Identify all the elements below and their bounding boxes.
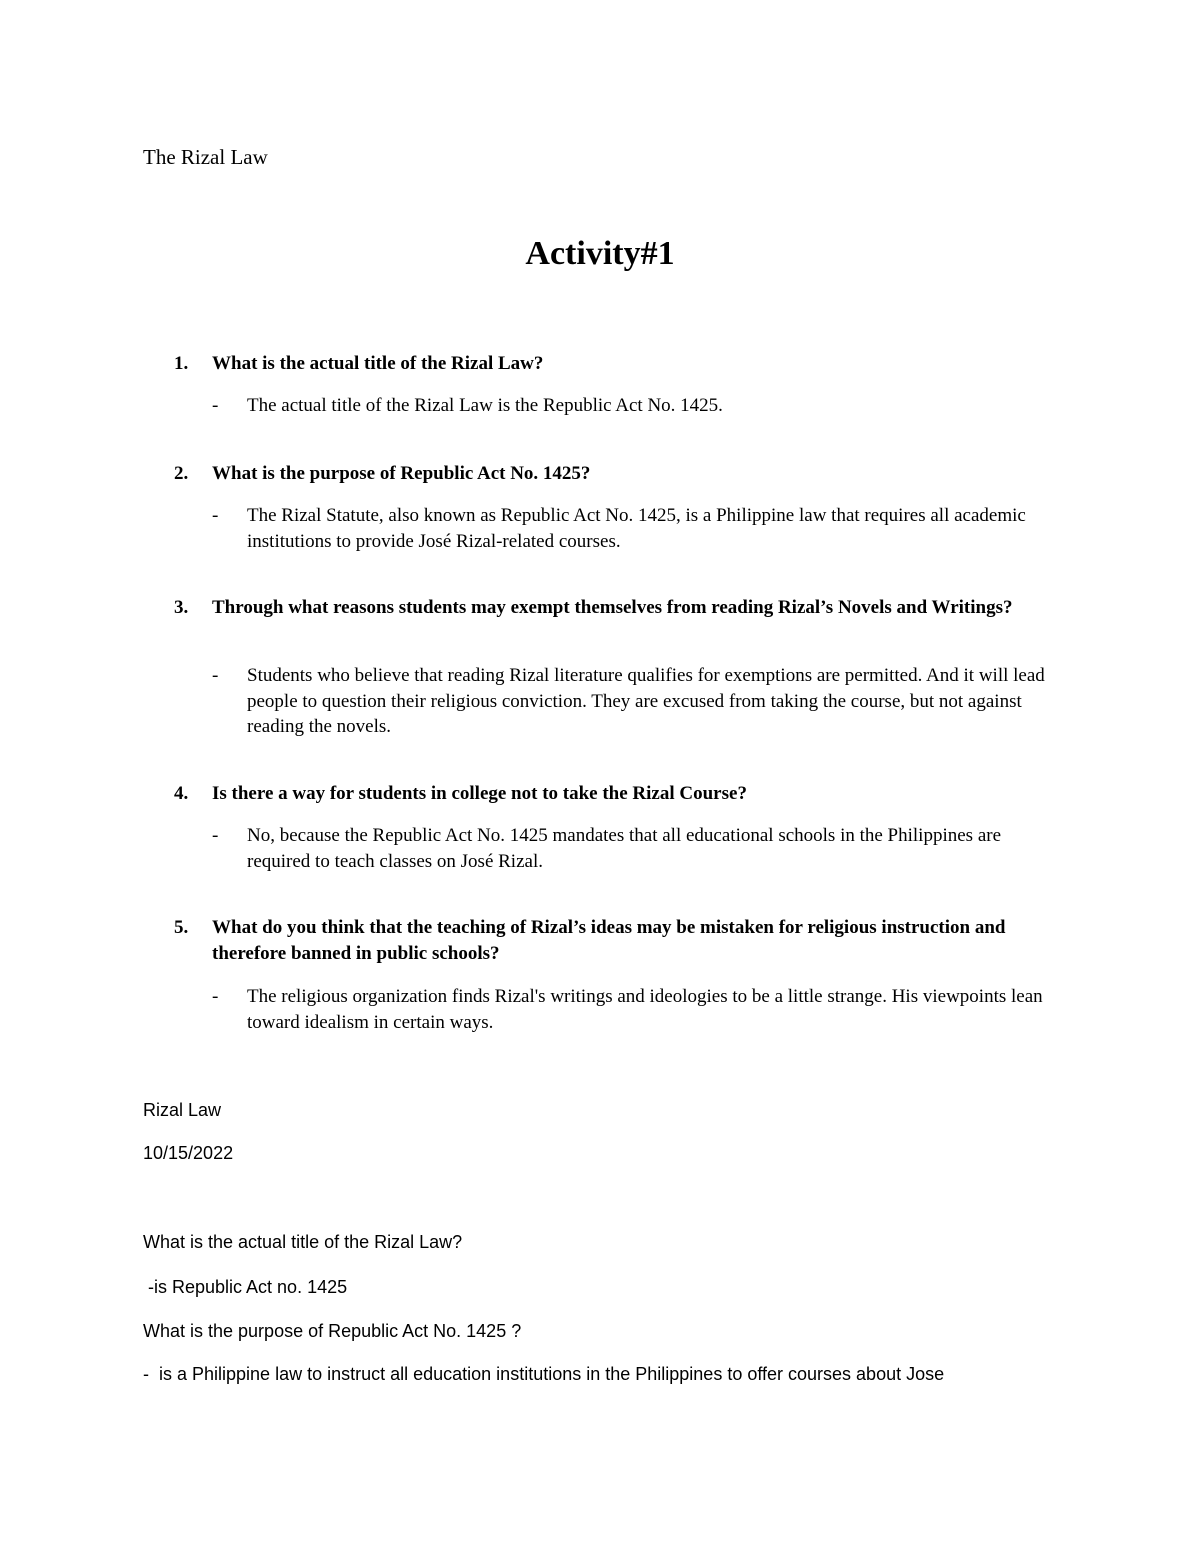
question-2-text: What is the purpose of Republic Act No. 1425?: [212, 463, 591, 484]
notes-date: 10/15/2022: [143, 1143, 234, 1163]
notes-line-1: What is the actual title of the Rizal Law?: [143, 1232, 463, 1252]
question-5-number: 5.: [174, 917, 189, 938]
question-4-number: 4.: [174, 783, 189, 804]
activity-title: Activity#1: [525, 235, 675, 272]
notes-line-2: -is Republic Act no. 1425: [143, 1277, 348, 1297]
answer-4-dash: -: [212, 825, 219, 846]
answer-1-text: The actual title of the Rizal Law is the Republic Act No. 1425.: [247, 395, 723, 416]
answer-5-dash: -: [212, 986, 219, 1007]
question-2-number: 2.: [174, 463, 189, 484]
question-3-number: 3.: [174, 597, 189, 618]
answer-3-dash: -: [212, 665, 219, 686]
question-5-text: What do you think that the teaching of Rizal’s ideas may be mistaken for religious instruction and therefore banned in public schools?: [212, 917, 1006, 964]
question-4-text: Is there a way for students in college not to take the Rizal Course?: [212, 783, 747, 804]
notes-line-3: What is the purpose of Republic Act No. 1425 ?: [143, 1321, 522, 1341]
question-1-text: What is the actual title of the Rizal Law?: [212, 353, 544, 374]
header-label: The Rizal Law: [143, 145, 268, 169]
notes-subject: Rizal Law: [143, 1100, 222, 1120]
answer-2-dash: -: [212, 505, 219, 526]
question-1-number: 1.: [174, 353, 189, 374]
notes-line-4: - is a Philippine law to instruct all education institutions in the Philippines to offer courses about Jose: [143, 1364, 945, 1384]
answer-2-text: The Rizal Statute, also known as Republic Act No. 1425, is a Philippine law that requires all academic institutions to provide José Rizal-related courses.: [247, 505, 1026, 552]
answer-4-text: No, because the Republic Act No. 1425 mandates that all educational schools in the Philippines are required to teach classes on José Rizal.: [247, 825, 1002, 872]
answer-1-dash: -: [212, 395, 219, 416]
answer-3-text: Students who believe that reading Rizal literature qualifies for exemptions are permitted. And it will lead people to question their religious conviction. They are excused from taking the course, but not against reading the novels.: [247, 665, 1045, 737]
answer-5-text: The religious organization finds Rizal's writings and ideologies to be a little strange. His viewpoints lean toward idealism in certain ways.: [247, 986, 1043, 1033]
question-3-text: Through what reasons students may exempt themselves from reading Rizal’s Novels and Writings?: [212, 597, 1013, 618]
